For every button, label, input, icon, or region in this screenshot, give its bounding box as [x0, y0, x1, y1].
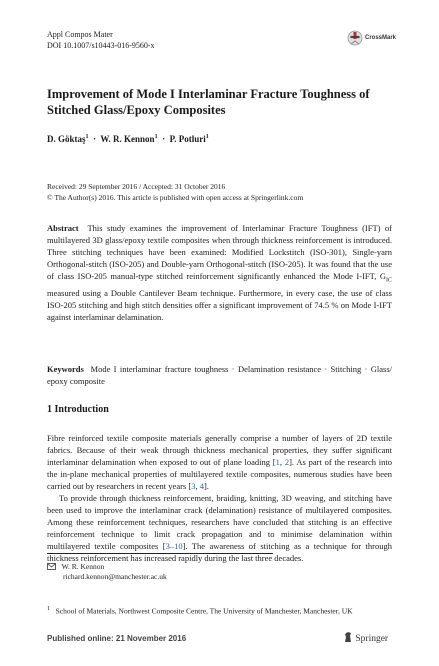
publisher-name: Springer: [355, 634, 389, 644]
published-online: Published online: 21 November 2016: [47, 634, 187, 643]
citation-link[interactable]: 3: [191, 481, 196, 491]
contact-email-link[interactable]: richard.kennon@manchester.ac.uk: [63, 572, 167, 581]
received-accepted-dates: Received: 29 September 2016 / Accepted: 31 October 2016: [47, 182, 226, 191]
author-separator: ·: [90, 134, 99, 144]
author-affil-mark: 1: [205, 134, 209, 140]
author-name: P. Potluri: [169, 134, 206, 144]
citation-link[interactable]: 4: [199, 481, 204, 491]
section-body: [47, 432, 392, 564]
body-text: Fibre reinforced textile composite materials generally comprise a number of layers of 2D textile fabrics. Because of their weak through thickness mechanical properties, they suffer significant interlaminar delamination when exposed to out of plane loading [: [47, 433, 392, 467]
citation-link[interactable]: 3–10: [165, 541, 183, 551]
springer-horse-icon: [343, 631, 353, 643]
author-name: D. Göktaş: [47, 134, 86, 144]
body-text: ,: [195, 481, 200, 491]
author-affil-mark: 1: [154, 134, 158, 140]
doi: DOI 10.1007/s10443-016-9560-x: [47, 41, 155, 50]
author-name: W. R. Kennon: [100, 134, 155, 144]
keywords: [47, 363, 392, 387]
paper-title: Improvement of Mode I Interlaminar Fracture Toughness of Stitched Glass/Epoxy Composites: [47, 87, 370, 117]
corresponding-author: [47, 562, 167, 582]
paragraph: [47, 432, 392, 492]
affiliation-mark: 1: [47, 606, 50, 612]
abstract-label: Abstract: [47, 223, 79, 233]
envelope-icon: [47, 563, 56, 570]
author-separator: ·: [159, 134, 168, 144]
crossmark-badge[interactable]: [347, 30, 397, 50]
affiliation-text: School of Materials, Northwest Composite Centre, The University of Manchester, Manchester, UK: [55, 606, 353, 616]
body-text: ]. The awareness of stitching as a technique for through thickness reinforcement has increased rapidly during the last three decades.: [47, 541, 392, 563]
author-affil-mark: 1: [85, 134, 89, 140]
body-text: To provide through thickness reinforcement, braiding, knitting, 3D weaving, and stitching have been used to improve the interlaminar crack (delamination) resistance of multilayered composites. Among these reinforcement techniques, researchers have concluded that stitching is an effective reinforcement technique to limit crack propagation and to minimise delamination within multilayered textile composites [: [47, 493, 392, 551]
body-text: ].: [203, 481, 209, 491]
body-text: ]. As part of the research into the in-plane mechanical properties of multilayered textile composites, numerous studies have been carried out by researchers in recent years [: [47, 457, 392, 491]
keywords-text: Mode I interlaminar fracture toughness · Delamination resistance · Stitching · Glass/ epoxy composite: [47, 364, 392, 386]
section-heading: 1 Introduction: [47, 404, 109, 415]
keywords-label: Keywords: [47, 364, 84, 374]
abstract-text: measured using a Double Cantilever Beam technique. Furthermore, in every case, the use of class ISO-205 stitching and high stitch densities offer a significant improvement of 74.5 % on Mode I-IFT against interlaminar delamination.: [47, 287, 392, 322]
journal-name: Appl Compos Mater: [47, 30, 113, 39]
author-list: [47, 134, 209, 144]
footnote-divider: [47, 553, 273, 554]
abstract-subscript: IC: [386, 277, 392, 284]
open-access-notice: © The Author(s) 2016. This article is published with open access at Springerlink.com: [47, 193, 304, 202]
crossmark-label: CrossMark: [365, 35, 397, 41]
crossmark-icon: [347, 30, 363, 48]
publisher-logo: [343, 631, 388, 644]
contact-name: W. R. Kennon: [61, 562, 105, 571]
abstract: [47, 222, 392, 323]
citation-link[interactable]: 1: [275, 457, 280, 467]
body-text: ,: [279, 457, 285, 467]
citation-link[interactable]: 2: [284, 457, 290, 467]
affiliation: [47, 604, 397, 617]
abstract-text: This study examines the improvement of Interlaminar Fracture Toughness (IFT) of multilayered 3D glass/epoxy textile composites when through thickness reinforcement is introduced. Three stitching techniques have been examined: Modified Lockstitch (ISO-301), Single-yarn Orthogonal-stitch (ISO-205) and Double-yarn Orthogonal-stitch (ISO-205). It was found that the use of class ISO-205 manual-type stitched reinforcement significantly enhanced the Mode I-IFT, G: [47, 223, 392, 281]
